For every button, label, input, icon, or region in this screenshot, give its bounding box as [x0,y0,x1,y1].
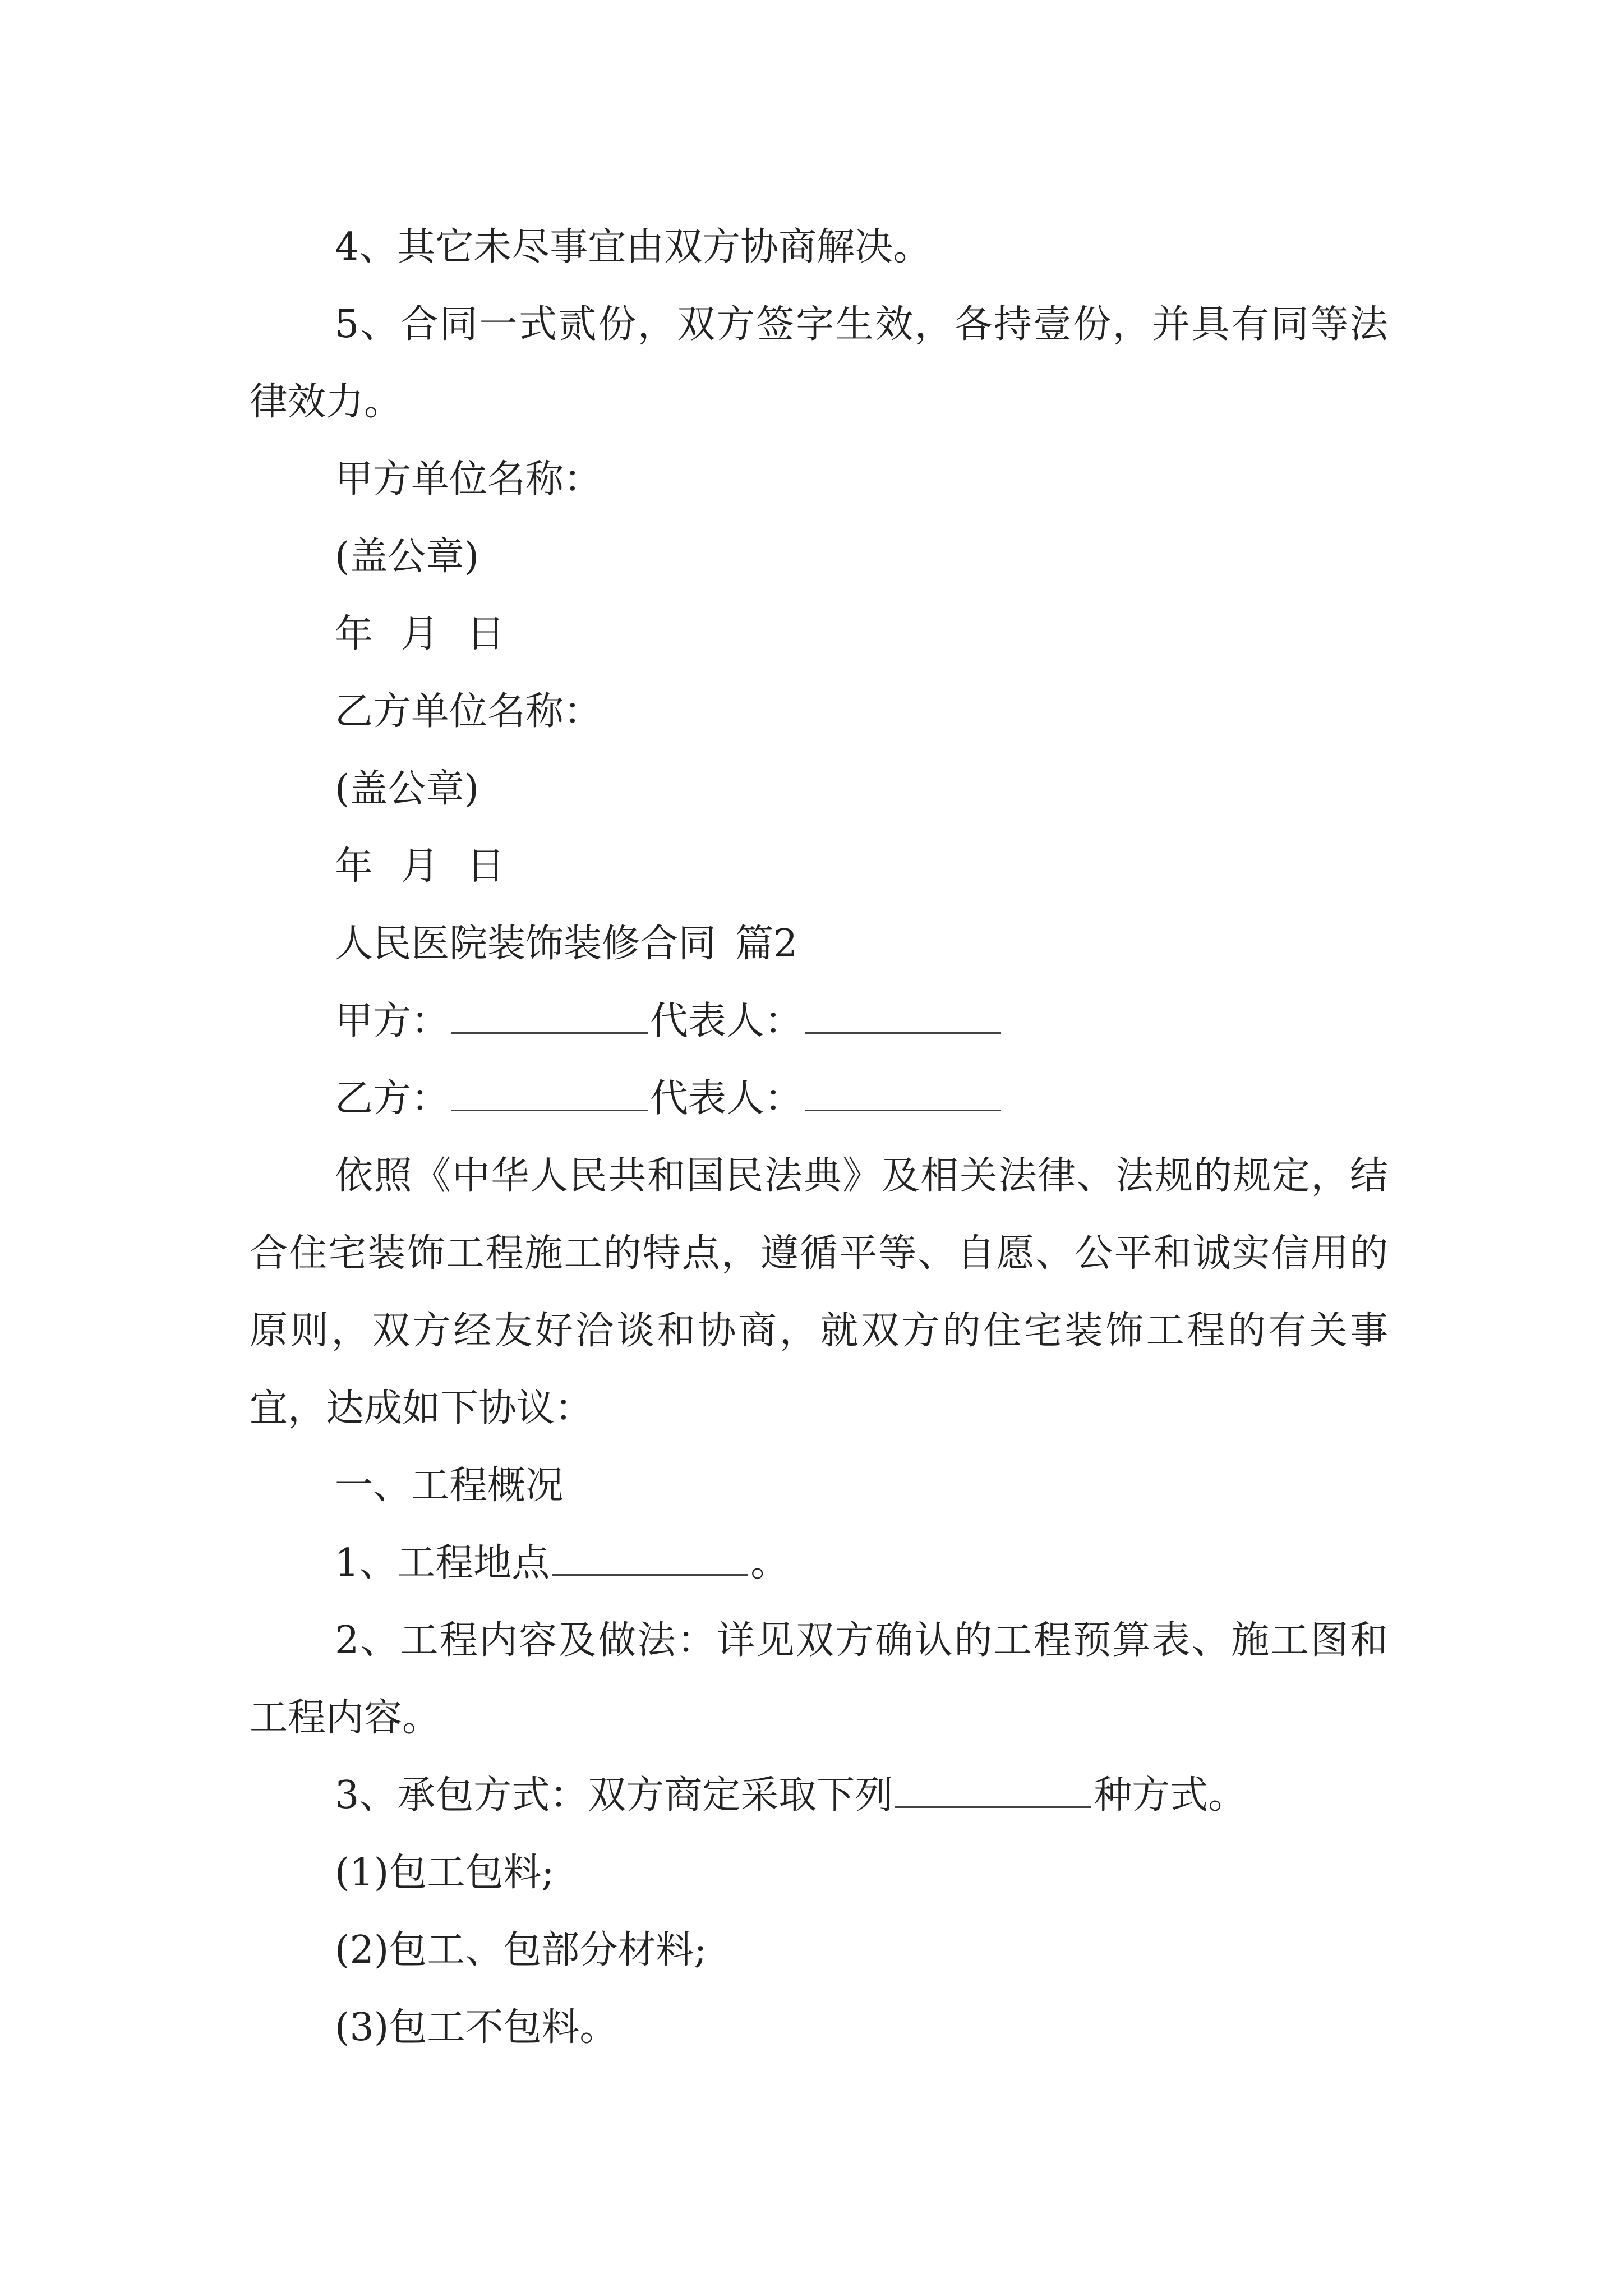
project-location-suffix: 。 [750,1541,789,1585]
contract-method-line [250,1757,1388,1834]
party-b-org-label: 乙方单位名称： [335,689,602,734]
party-b-rep-label: 代表人： [650,1076,803,1121]
contract-method-suffix: 种方式。 [1094,1773,1247,1818]
party-b-blank[interactable] [451,1078,648,1111]
project-location-line [250,1525,1388,1602]
option-3: (3)包工不包料。 [335,2005,618,2050]
party-b-label: 乙方： [335,1076,450,1121]
option-2: (2)包工、包部分材料; [335,1928,707,1972]
section-heading [250,905,1388,983]
chapter-1-heading: 一、工程概况 [335,1464,564,1508]
section-title: 人民医院装饰装修合同 [335,922,717,966]
party-b-line [250,1060,1388,1138]
party-a-rep-blank[interactable] [805,1001,1001,1034]
party-b-date-text: 年 月 日 [335,844,505,889]
contract-method-label: 3、承包方式：双方商定采取下列 [335,1773,893,1818]
party-a-org-label: 甲方单位名称： [335,457,602,501]
party-a-label: 甲方： [335,999,450,1043]
party-a-date [250,596,1388,673]
option-1: (1)包工包料; [335,1851,555,1895]
preamble-paragraph: 依照《中华人民共和国民法典》及相关法律、法规的规定，结合住宅装饰工程施工的特点，遵循平等、自愿、公平和诚实信用的原则，双方经友好洽谈和协商，就双方的住宅装饰工程的有关事宜，达成如下协议： [250,1154,1388,1430]
project-location-blank[interactable] [552,1543,748,1576]
party-a-seal: (盖公章) [335,535,479,579]
party-b-rep-blank[interactable] [805,1078,1001,1111]
project-location-label: 1、工程地点 [335,1541,550,1585]
party-b-date [250,828,1388,905]
party-a-date-text: 年 月 日 [335,612,505,656]
party-b-seal: (盖公章) [335,767,479,811]
clause-5: 5、合同一式贰份，双方签字生效，各持壹份，并具有同等法律效力。 [250,302,1388,424]
party-a-line [250,983,1388,1060]
clause-4: 4、其它未尽事宜由双方协商解决。 [335,225,932,269]
party-a-blank[interactable] [451,1001,648,1034]
party-a-rep-label: 代表人： [650,999,803,1043]
contract-method-blank[interactable] [895,1775,1091,1808]
project-content-clause: 2、工程内容及做法：详见双方确认的工程预算表、施工图和工程内容。 [250,1618,1388,1740]
section-number: 篇2 [735,922,798,966]
document-body [250,209,1388,2067]
